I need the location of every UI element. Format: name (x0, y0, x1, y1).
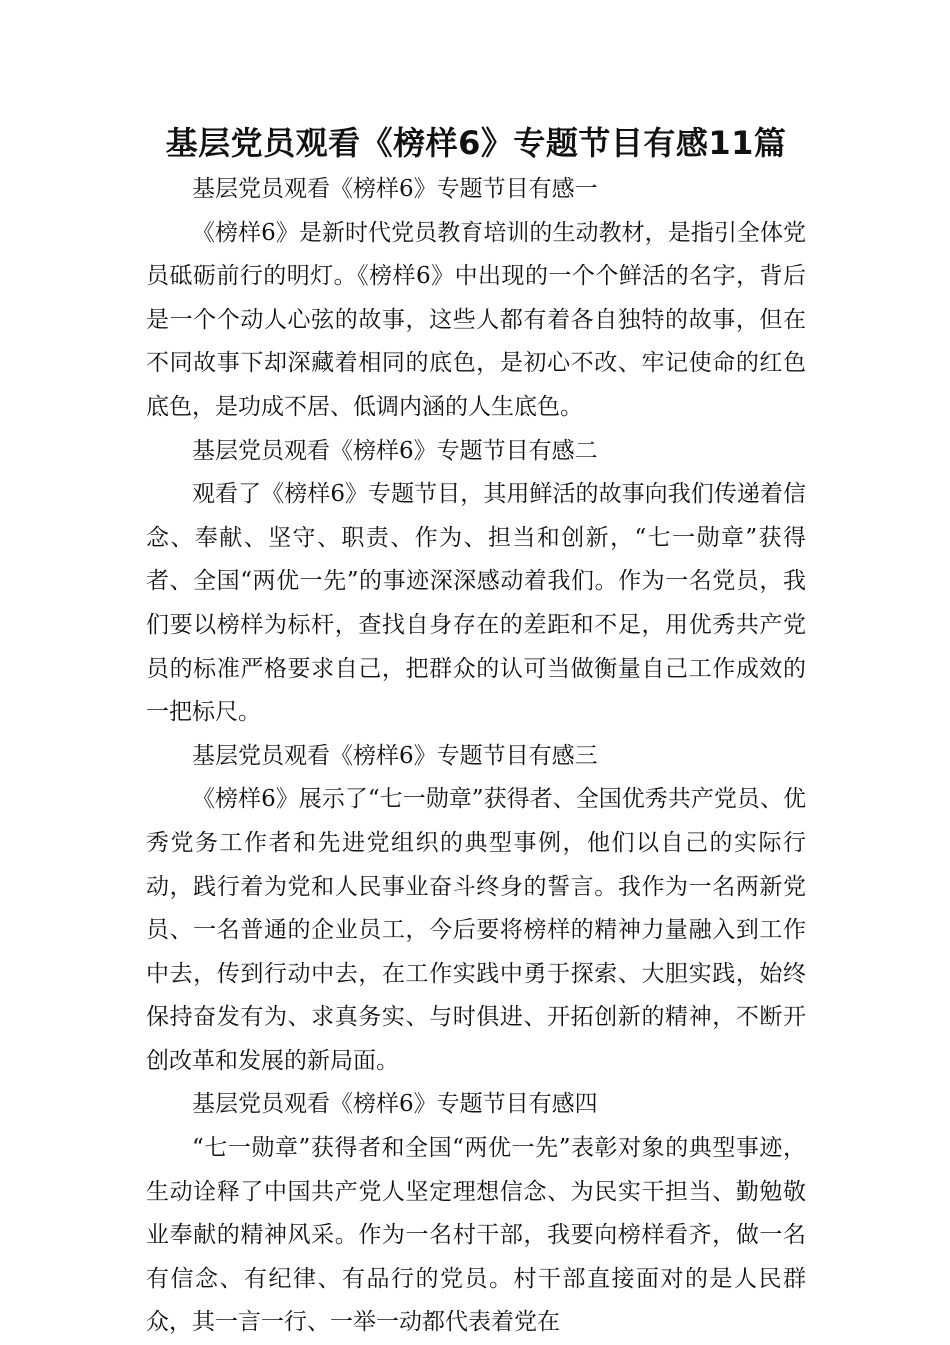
section-2-paragraph: 观看了《榜样6》专题节目，其用鲜活的故事向我们传递着信念、奉献、坚守、职责、作为、担当和创新，“七一勋章”获得者、全国“两优一先”的事迹深深感动着我们。作为一名党员，我们要以榜样为标杆，查找自身存在的差距和不足，用优秀共产党员的标准严格要求自己，把群众的认可当做衡量自己工作成效的一把标尺。 (146, 481, 806, 726)
section-3-paragraph: 《榜样6》展示了“七一勋章”获得者、全国优秀共产党员、优秀党务工作者和先进党组织的典型事例，他们以自己的实际行动，践行着为党和人民事业奋斗终身的誓言。我作为一名两新党员、一名普通的企业员工，今后要将榜样的精神力量融入到工作中去，传到行动中去，在工作实践中勇于探索、大胆实践，始终保持奋发有为、求真务实、与时俱进、开拓创新的精神，不断开创改革和发展的新局面。 (146, 786, 806, 1074)
section-1-heading: 基层党员观看《榜样6》专题节目有感一 (192, 176, 598, 202)
section-3-heading: 基层党员观看《榜样6》专题节目有感三 (192, 742, 598, 769)
section-4-paragraph: “七一勋章”获得者和全国“两优一先”表彰对象的典型事迹，生动诠释了中国共产党人坚定理想信念、为民实干担当、勤勉敬业奉献的精神风采。作为一名村干部，我要向榜样看齐，做一名有信念、有纪律、有品行的党员。村干部直接面对的是人民群众，其一言一行、一举一动都代表着党在 (146, 1135, 806, 1336)
document-content (146, 168, 806, 1345)
document-page (146, 118, 806, 1345)
section-2-heading: 基层党员观看《榜样6》专题节目有感二 (192, 437, 598, 464)
document-title: 基层党员观看《榜样6》专题节目有感11篇 (165, 124, 787, 162)
section-4-heading: 基层党员观看《榜样6》专题节目有感四 (192, 1091, 598, 1118)
section-1-paragraph: 《榜样6》是新时代党员教育培训的生动教材，是指引全体党员砥砺前行的明灯。《榜样6》中出现的一个个鲜活的名字，背后是一个个动人心弦的故事，这些人都有着各自独特的故事，但在不同故事下却深藏着相同的底色，是初心不改、牢记使命的红色底色，是功成不居、低调内涵的人生底色。 (146, 219, 806, 420)
